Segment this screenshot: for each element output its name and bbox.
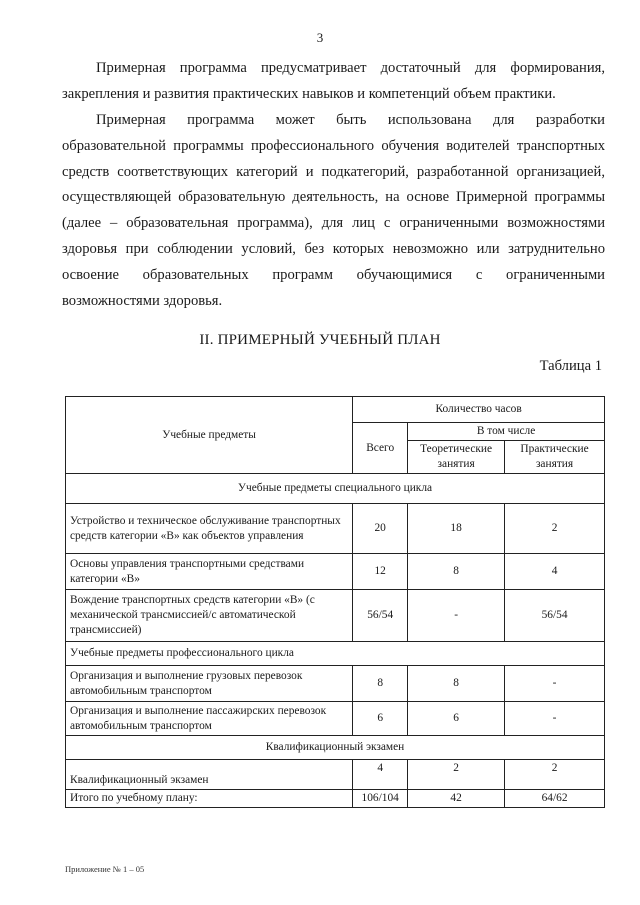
page-number: 3	[316, 30, 324, 45]
row-practice: 2	[505, 504, 605, 554]
row-practice: -	[505, 666, 605, 702]
section-title: II. ПРИМЕРНЫЙ УЧЕБНЫЙ ПЛАН	[199, 332, 441, 348]
row-name: Организация и выполнение пассажирских перевозок автомобильным транспортом	[66, 702, 353, 736]
row-name: Вождение транспортных средств категории «В» (с механической трансмиссией/с автоматической трансмиссией)	[66, 590, 353, 642]
row-name: Основы управления транспортными средствами категории «В»	[66, 554, 353, 590]
section-title-exam: Квалификационный экзамен	[66, 736, 605, 760]
row-total: 4	[353, 760, 408, 790]
header-total: Всего	[353, 423, 408, 474]
total-row-practice: 64/62	[505, 790, 605, 808]
row-theory: -	[408, 590, 505, 642]
row-name: Устройство и техническое обслуживание транспортных средств категории «В» как объектов управления	[66, 504, 353, 554]
header-theory: Теоретические занятия	[408, 441, 505, 474]
section-title-special: Учебные предметы специального цикла	[66, 474, 605, 504]
paragraph-2	[62, 108, 605, 314]
total-row-total: 106/104	[353, 790, 408, 808]
row-practice: 2	[505, 760, 605, 790]
footer-note: Приложение № 1 – 05	[65, 864, 145, 874]
row-theory: 8	[408, 666, 505, 702]
header-hours: Количество часов	[353, 397, 605, 423]
row-practice: -	[505, 702, 605, 736]
total-row-name: Итого по учебному плану:	[66, 790, 353, 808]
row-theory: 8	[408, 554, 505, 590]
section-title-professional: Учебные предметы профессионального цикла	[66, 642, 605, 666]
total-row-theory: 42	[408, 790, 505, 808]
row-total: 20	[353, 504, 408, 554]
row-total: 6	[353, 702, 408, 736]
row-name: Квалификационный экзамен	[66, 760, 353, 790]
header-including: В том числе	[408, 423, 605, 441]
row-theory: 18	[408, 504, 505, 554]
row-practice: 4	[505, 554, 605, 590]
row-practice: 56/54	[505, 590, 605, 642]
row-total: 12	[353, 554, 408, 590]
paragraph-1-text: Примерная программа предусматривает достаточный для формирования, закрепления и развития практических навыков и компетенций объем практики.	[62, 60, 605, 102]
paragraph-1	[62, 56, 605, 108]
row-total: 56/54	[353, 590, 408, 642]
row-total: 8	[353, 666, 408, 702]
row-theory: 6	[408, 702, 505, 736]
table-caption: Таблица 1	[539, 358, 602, 374]
header-subjects: Учебные предметы	[66, 397, 353, 474]
paragraph-2-text: Примерная программа может быть использована для разработки образовательной программы профессионального обучения водителей транспортных средств соответствующих категорий и подкатегорий, разработанной организацией, осуществляющей образовательную деятельность, на основе Примерной программы (далее – образовательная программа), для лиц с ограниченными возможностями здоровья при соблюдении условий, без которых невозможно или затруднительно освоение образовательных программ обучающимися с ограниченными возможностями здоровья.	[62, 112, 605, 309]
row-theory: 2	[408, 760, 505, 790]
row-name: Организация и выполнение грузовых перевозок автомобильным транспортом	[66, 666, 353, 702]
curriculum-table	[65, 396, 605, 808]
header-practice: Практические занятия	[505, 441, 605, 474]
